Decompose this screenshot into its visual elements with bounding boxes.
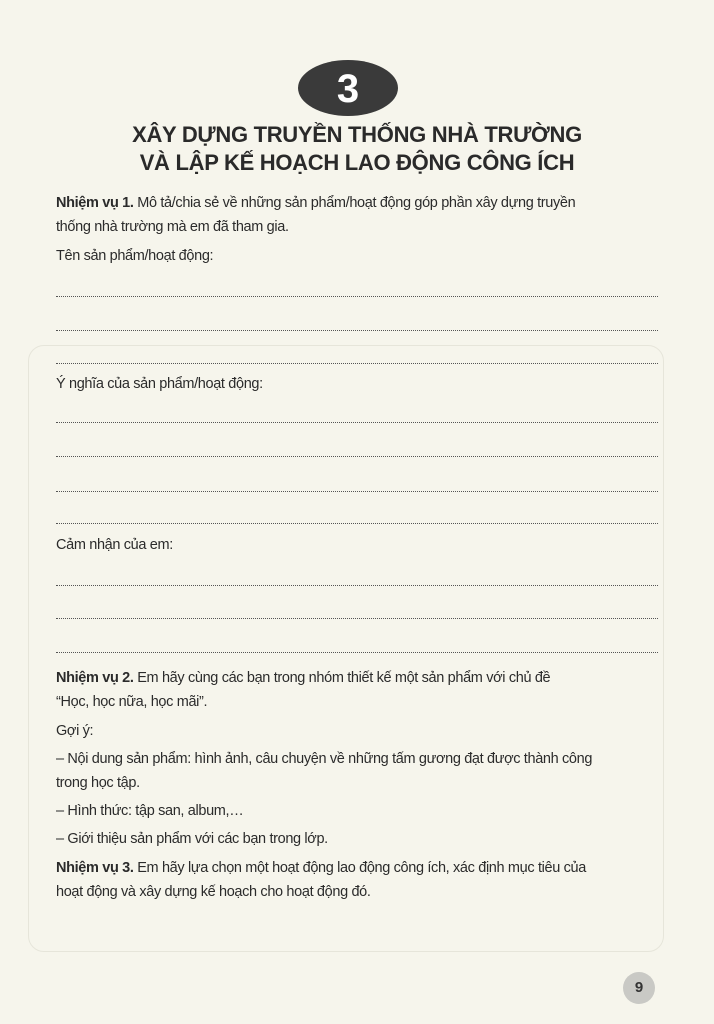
task1-line1 bbox=[56, 190, 662, 216]
answer-line[interactable] bbox=[56, 618, 658, 619]
task3-line1 bbox=[56, 855, 662, 881]
answer-line[interactable] bbox=[56, 296, 658, 297]
hint-2: – Hình thức: tập san, album,… bbox=[56, 803, 244, 819]
task2-text: Em hãy cùng các bạn trong nhóm thiết kế một sản phẩm với chủ đề bbox=[137, 670, 551, 686]
hint-1-line2: trong học tập. bbox=[56, 775, 140, 791]
task2-line1 bbox=[56, 665, 662, 691]
task3-line2: hoạt động và xây dựng kế hoạch cho hoạt động đó. bbox=[56, 884, 371, 900]
answer-line[interactable] bbox=[56, 491, 658, 492]
answer-line[interactable] bbox=[56, 363, 658, 364]
lesson-number-badge: 3 bbox=[298, 60, 398, 116]
task3-text: Em hãy lựa chọn một hoạt động lao động công ích, xác định mục tiêu của bbox=[137, 860, 586, 876]
field-product-name: Tên sản phẩm/hoạt động: bbox=[56, 248, 214, 264]
page-number: 9 bbox=[623, 972, 655, 1004]
field-feelings: Cảm nhận của em: bbox=[56, 537, 173, 553]
task1-label: Nhiệm vụ 1. bbox=[56, 195, 134, 211]
answer-line[interactable] bbox=[56, 652, 658, 653]
task1-line2: thống nhà trường mà em đã tham gia. bbox=[56, 219, 289, 235]
task1-text: Mô tả/chia sẻ về những sản phẩm/hoạt động góp phần xây dựng truyền bbox=[137, 195, 576, 211]
task2-line2: “Học, học nữa, học mãi”. bbox=[56, 694, 208, 710]
answer-line[interactable] bbox=[56, 585, 658, 586]
hint-1-line1: – Nội dung sản phẩm: hình ảnh, câu chuyện về những tấm gương đạt được thành công bbox=[56, 751, 593, 767]
field-product-meaning: Ý nghĩa của sản phẩm/hoạt động: bbox=[56, 376, 263, 392]
lesson-title-line1: XÂY DỰNG TRUYỀN THỐNG NHÀ TRƯỜNG bbox=[132, 122, 582, 147]
task2-label: Nhiệm vụ 2. bbox=[56, 670, 134, 686]
hint-3: – Giới thiệu sản phẩm với các bạn trong lớp. bbox=[56, 831, 328, 847]
answer-line[interactable] bbox=[56, 330, 658, 331]
answer-line[interactable] bbox=[56, 422, 658, 423]
hint-label: Gợi ý: bbox=[56, 723, 94, 739]
lesson-title-line2: VÀ LẬP KẾ HOẠCH LAO ĐỘNG CÔNG ÍCH bbox=[139, 150, 575, 175]
answer-line[interactable] bbox=[56, 456, 658, 457]
task3-label: Nhiệm vụ 3. bbox=[56, 860, 134, 876]
answer-line[interactable] bbox=[56, 523, 658, 524]
